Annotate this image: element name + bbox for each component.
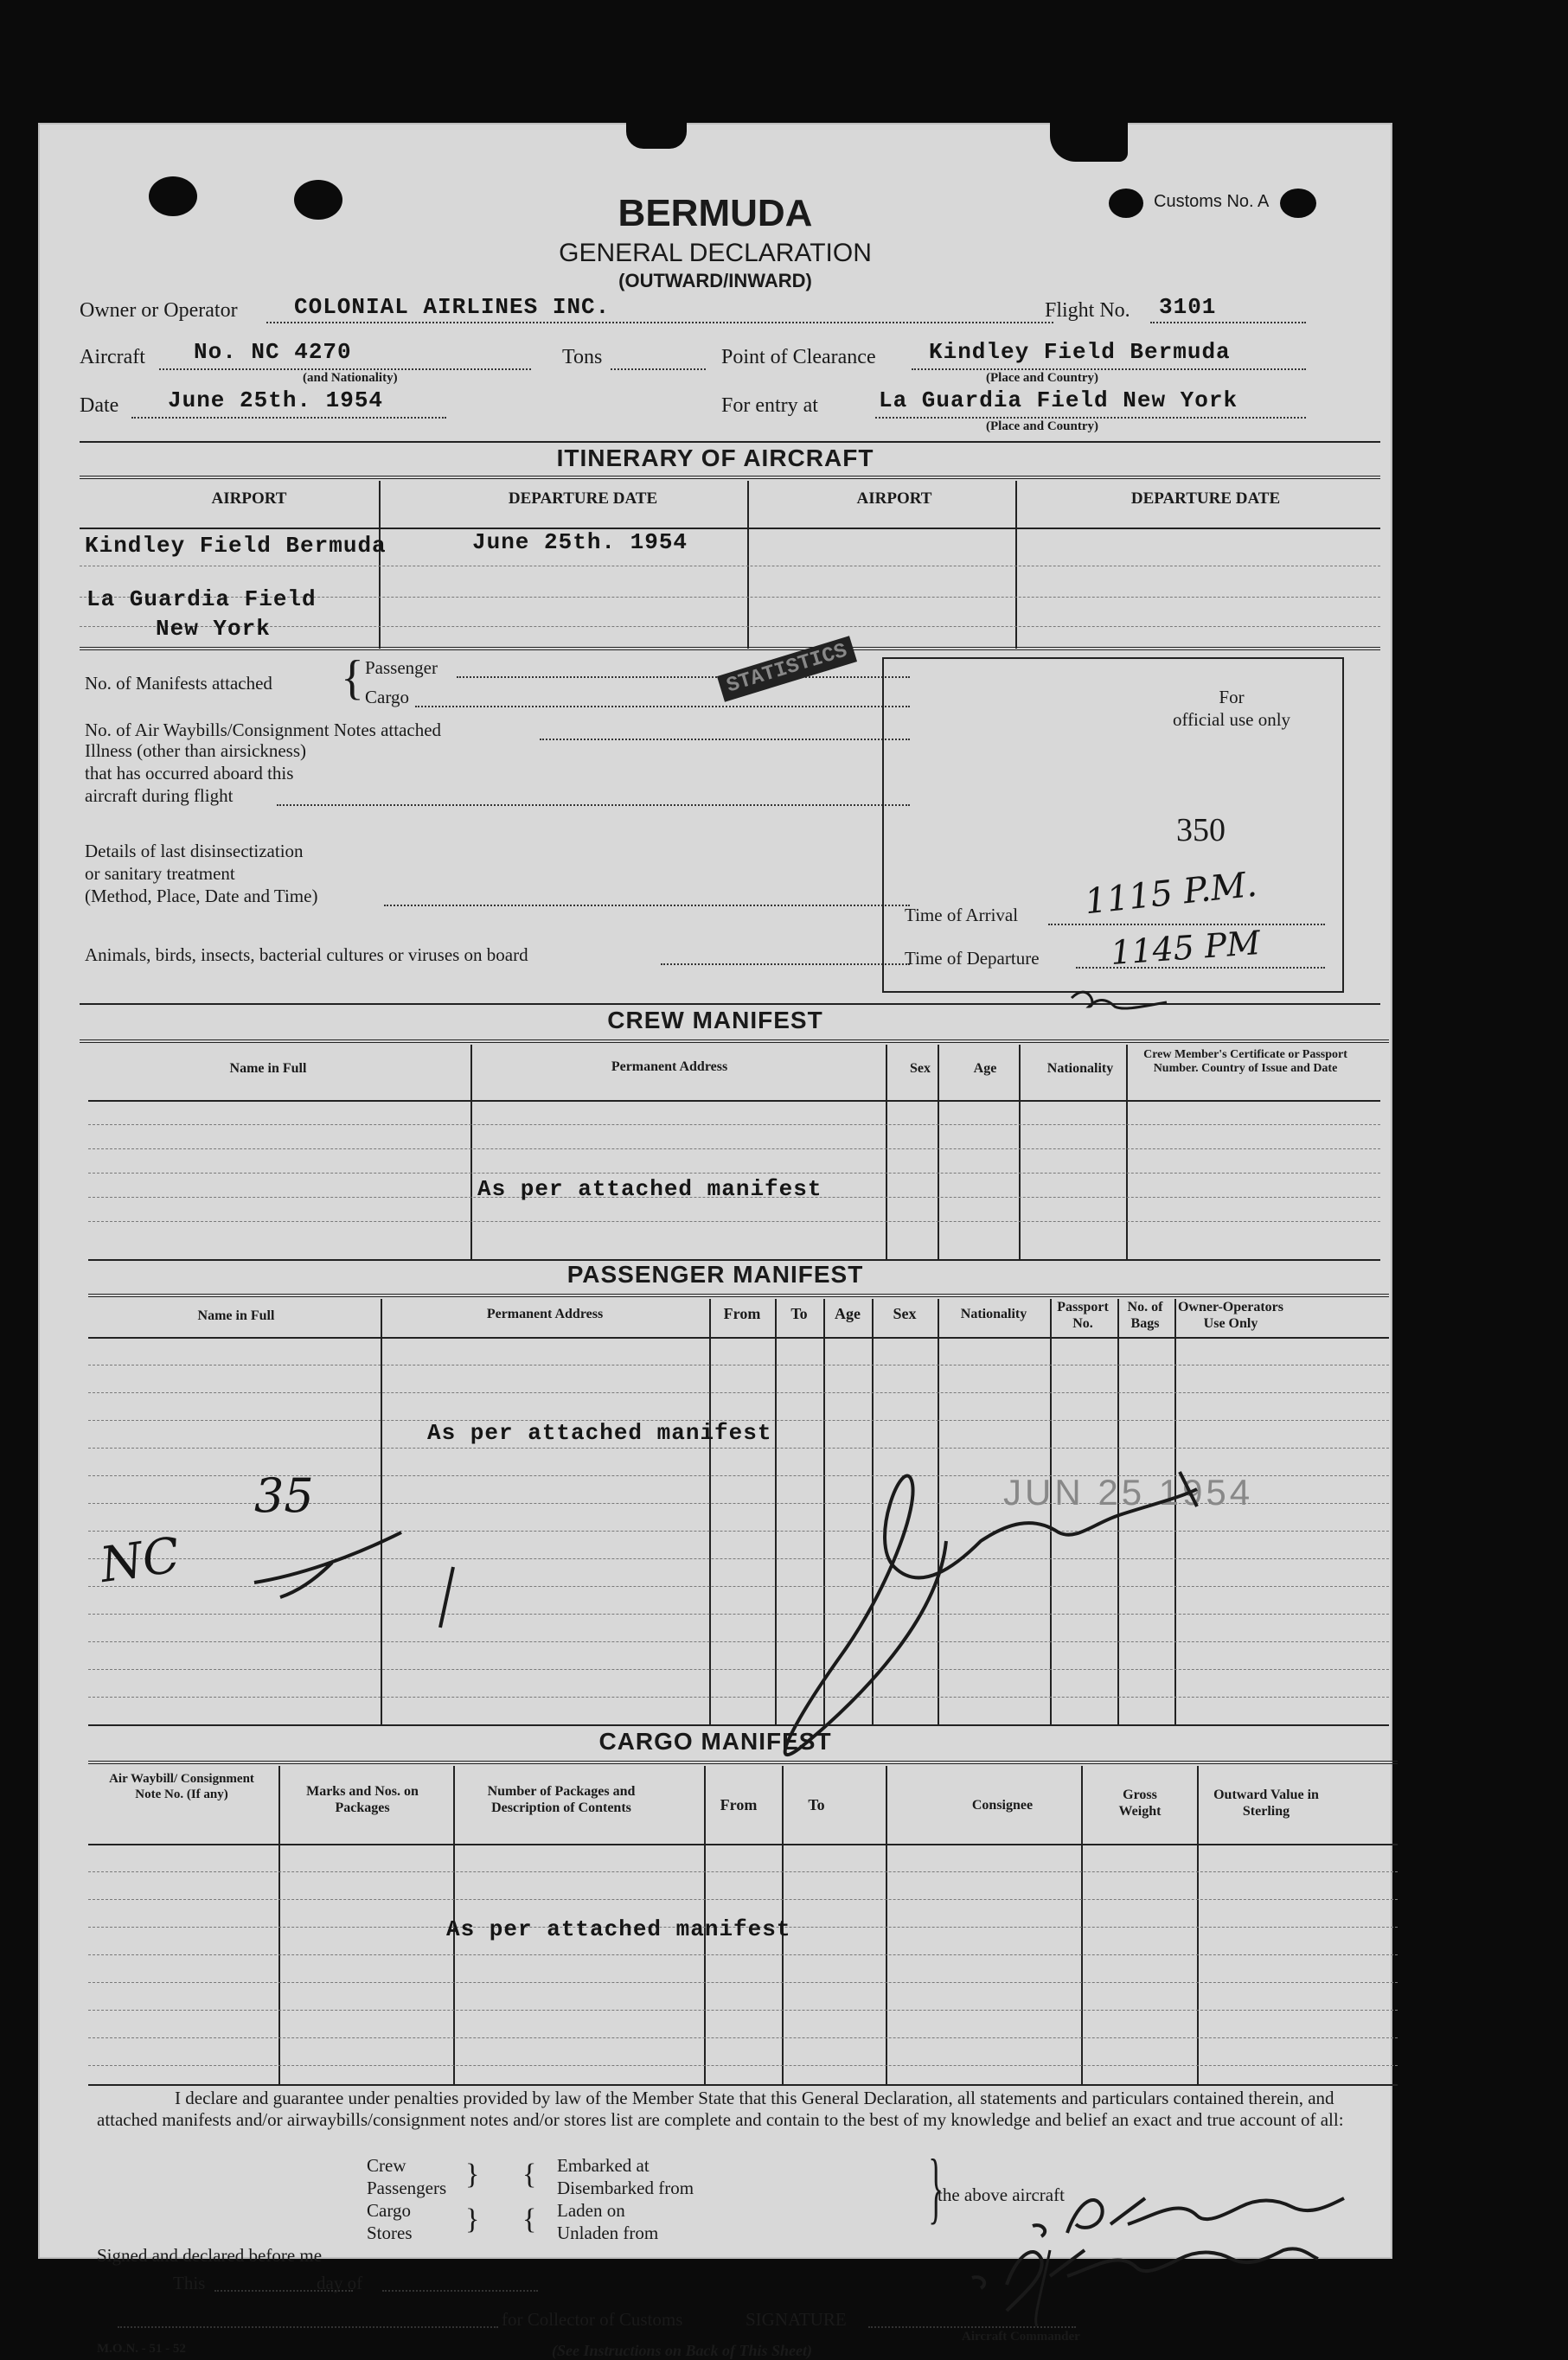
instructions-note: (See Instructions on Back of This Sheet) — [552, 2342, 813, 2359]
passenger-bottom-rule — [88, 1724, 1389, 1726]
passenger-note: As per attached manifest — [427, 1420, 772, 1446]
cargo-header-waybill: Air Waybill/ Consignment Note No. (If any) — [109, 1772, 254, 1801]
form-title: GENERAL DECLARATION — [559, 239, 872, 267]
day-line — [382, 2290, 538, 2292]
passenger-header-from: From — [723, 1305, 761, 1322]
passenger-title: PASSENGER MANIFEST — [566, 1261, 864, 1288]
passenger-header-passport: Passport No. — [1057, 1300, 1109, 1331]
decl-above-aircraft: the above aircraft — [938, 2184, 1065, 2205]
cargo-title: CARGO MANIFEST — [598, 1728, 832, 1755]
clearance-note: (Place and Country) — [986, 371, 1098, 385]
crew-header-name: Name in Full — [229, 1061, 307, 1076]
row-rule — [88, 2065, 1398, 2066]
flight-value: 3101 — [1159, 294, 1217, 320]
date-stamp: JUN 25 1954 — [1003, 1472, 1254, 1513]
decl-signature-label: SIGNATURE — [746, 2309, 847, 2330]
itinerary-divider — [379, 481, 381, 649]
arrival-line — [1048, 924, 1325, 925]
itinerary-bottom-rule — [80, 647, 1380, 650]
arrival-value: 1115 P.M. — [1083, 864, 1259, 923]
itinerary-rule — [80, 476, 1380, 479]
decl-brace: } — [465, 2203, 480, 2235]
row-rule — [88, 2010, 1398, 2011]
crew-rule — [80, 1039, 1389, 1043]
declaration-form — [38, 123, 1392, 2359]
decl-day-of: day of — [317, 2273, 363, 2293]
passenger-header-to: To — [790, 1305, 808, 1322]
passenger-header-bags: No. of Bags — [1127, 1300, 1163, 1331]
aircraft-label: Aircraft — [80, 346, 145, 368]
passenger-header-age: Age — [835, 1305, 861, 1322]
crew-header-age: Age — [973, 1061, 997, 1076]
form-number: M.O.N. - 51 - 52 — [97, 2342, 186, 2356]
cargo-header-from: From — [720, 1796, 758, 1813]
arrival-label: Time of Arrival — [905, 905, 1019, 925]
disinsect-label-1: Details of last disinsectization — [85, 841, 304, 861]
itinerary-header-airport-2: AIRPORT — [856, 489, 932, 508]
crew-divider — [470, 1045, 472, 1261]
decl-embarked: Embarked at — [557, 2155, 650, 2176]
itinerary-airport-1: Kindley Field Bermuda — [85, 533, 387, 559]
cargo-bottom-rule — [88, 2084, 1398, 2086]
crew-divider — [938, 1045, 939, 1261]
entry-label: For entry at — [721, 394, 818, 417]
form-subtitle: (OUTWARD/INWARD) — [618, 270, 812, 291]
row-rule — [88, 1124, 1380, 1125]
collector-line — [118, 2326, 498, 2328]
illness-label-3: aircraft during flight — [85, 785, 234, 806]
row-rule — [88, 1871, 1398, 1872]
decl-brace: } — [928, 2143, 944, 2231]
official-label-1: For — [1219, 687, 1245, 707]
row-rule — [88, 1221, 1380, 1222]
decl-laden: Laden on — [557, 2200, 625, 2221]
cargo-header-consignee: Consignee — [971, 1798, 1034, 1813]
animals-line — [661, 963, 910, 965]
passenger-header-rule — [88, 1337, 1389, 1339]
crew-title: CREW MANIFEST — [607, 1007, 823, 1033]
itinerary-header-date-1: DEPARTURE DATE — [508, 489, 658, 508]
crew-divider — [1126, 1045, 1128, 1261]
passenger-header-sex: Sex — [893, 1305, 917, 1322]
crew-divider — [1019, 1045, 1021, 1261]
itinerary-header-rule — [80, 528, 1380, 529]
animals-label: Animals, birds, insects, bacterial cultures or viruses on board — [85, 944, 528, 965]
row-rule — [88, 1173, 1380, 1174]
clearance-value: Kindley Field Bermuda — [929, 339, 1231, 365]
decl-disembarked: Disembarked from — [557, 2178, 694, 2198]
row-rule — [88, 1982, 1398, 1983]
manifests-brace: { — [341, 651, 364, 705]
commander-signature — [920, 2095, 1387, 2328]
statistics-stamp: STATISTICS — [717, 636, 857, 701]
decl-cargo: Cargo — [367, 2200, 411, 2221]
flight-label: Flight No. — [1045, 299, 1130, 322]
crew-top-rule — [80, 1003, 1380, 1005]
illness-label-1: Illness (other than airsickness) — [85, 740, 307, 761]
itinerary-airport-2: La Guardia Field — [86, 586, 317, 612]
aircraft-value: No. NC 4270 — [194, 339, 352, 365]
decl-collector: for Collector of Customs — [502, 2309, 683, 2330]
decl-stores: Stores — [367, 2222, 413, 2243]
aircraft-line — [159, 368, 531, 370]
owner-label: Owner or Operator — [80, 299, 238, 322]
crew-header-rule — [88, 1100, 1380, 1102]
cargo-header-weight: Gross Weight — [1118, 1788, 1162, 1819]
itinerary-date-1: June 25th. 1954 — [472, 529, 688, 555]
row-rule — [80, 626, 1380, 627]
row-rule — [88, 2037, 1398, 2038]
official-number: 350 — [1176, 812, 1226, 848]
decl-commander: Aircraft Commander — [962, 2330, 1080, 2344]
itinerary-airport-2-line2: New York — [156, 616, 271, 642]
entry-note: (Place and Country) — [986, 419, 1098, 433]
decl-brace: { — [522, 2159, 537, 2191]
crew-header-certificate: Crew Member's Certificate or Passport Number. Country of Issue and Date — [1143, 1048, 1347, 1075]
cargo-header-to: To — [808, 1796, 825, 1813]
cargo-note: As per attached manifest — [446, 1916, 791, 1942]
itinerary-divider — [747, 481, 749, 649]
disinsect-label-3: (Method, Place, Date and Time) — [85, 886, 318, 906]
entry-line — [875, 417, 1306, 419]
manifests-cargo: Cargo — [365, 687, 409, 707]
cargo-rule — [88, 1761, 1398, 1764]
declaration-text: I declare and guarantee under penalties provided by law of the Member State that this General Declaration, all statements and particulars contained therein, and attached manifests and/or airwaybills/consignment notes and/or stores list are complete and contain to the best of my knowledge and belief an exact and true account of all: — [97, 2088, 1344, 2130]
itinerary-title: ITINERARY OF AIRCRAFT — [556, 444, 874, 471]
tons-line — [611, 368, 706, 370]
form-country: BERMUDA — [618, 192, 813, 234]
crew-header-sex: Sex — [910, 1061, 931, 1076]
decl-brace: { — [522, 2203, 537, 2235]
cargo-header-marks: Marks and Nos. on Packages — [306, 1784, 419, 1815]
page-tab — [626, 114, 687, 149]
customs-signature-scrawl — [90, 1403, 1258, 1766]
date-value: June 25th. 1954 — [168, 387, 384, 413]
date-line — [131, 417, 446, 419]
passenger-header-name: Name in Full — [197, 1308, 275, 1323]
departure-label: Time of Departure — [905, 948, 1040, 969]
row-rule — [88, 1954, 1398, 1955]
crew-header-nationality: Nationality — [1046, 1061, 1114, 1076]
hand-initials: NC — [96, 1526, 183, 1595]
entry-value: La Guardia Field New York — [879, 387, 1238, 413]
waybills-line — [540, 739, 910, 740]
crew-divider — [886, 1045, 887, 1261]
clearance-line — [912, 368, 1306, 370]
itinerary-header-airport-1: AIRPORT — [211, 489, 287, 508]
passenger-header-address: Permanent Address — [486, 1307, 604, 1321]
manifests-label: No. of Manifests attached — [85, 673, 272, 694]
official-label-2: official use only — [1172, 709, 1291, 730]
passenger-header-nationality: Nationality — [960, 1307, 1027, 1321]
waybills-label: No. of Air Waybills/Consignment Notes attached — [85, 720, 442, 740]
owner-value: COLONIAL AIRLINES INC. — [294, 294, 611, 320]
customs-number-label: Customs No. A — [1154, 192, 1270, 211]
decl-passengers: Passengers — [367, 2178, 447, 2198]
decl-crew: Crew — [367, 2155, 406, 2176]
owner-line — [266, 322, 1053, 323]
tons-label: Tons — [562, 346, 603, 368]
manifests-passenger: Passenger — [365, 657, 438, 678]
decl-brace: } — [465, 2159, 480, 2191]
hand-count: 35 — [254, 1468, 314, 1523]
disinsect-line — [384, 905, 910, 906]
cargo-header-value: Outward Value in Sterling — [1213, 1788, 1319, 1819]
row-rule — [88, 1148, 1380, 1149]
date-label: Date — [80, 394, 119, 417]
row-rule — [88, 1899, 1398, 1900]
itinerary-header-date-2: DEPARTURE DATE — [1130, 489, 1281, 508]
row-rule — [88, 1392, 1389, 1393]
aircraft-note: (and Nationality) — [303, 371, 398, 385]
crew-note: As per attached manifest — [477, 1176, 822, 1202]
cargo-header-packages: Number of Packages and Description of Contents — [487, 1784, 636, 1815]
page-tab — [1050, 114, 1128, 162]
cargo-header-rule — [88, 1844, 1398, 1845]
passenger-rule — [88, 1294, 1389, 1297]
passenger-line — [457, 676, 910, 678]
decl-this: This — [173, 2273, 206, 2293]
passenger-header-owner: Owner-Operators Use Only — [1177, 1300, 1284, 1331]
illness-label-2: that has occurred aboard this — [85, 763, 294, 783]
disinsect-label-2: or sanitary treatment — [85, 863, 235, 884]
crew-header-address: Permanent Address — [611, 1059, 728, 1074]
itinerary-divider — [1015, 481, 1017, 649]
clearance-label: Point of Clearance — [721, 346, 876, 368]
itinerary-top-rule — [80, 441, 1380, 443]
cargo-line — [415, 706, 910, 707]
decl-signed: Signed and declared before me — [97, 2245, 323, 2266]
departure-value: 1145 PM — [1109, 924, 1262, 972]
departure-initial-scrawl — [1067, 981, 1171, 1015]
decl-unladen: Unladen from — [557, 2222, 659, 2243]
illness-line — [277, 804, 910, 806]
flight-line — [1150, 322, 1306, 323]
